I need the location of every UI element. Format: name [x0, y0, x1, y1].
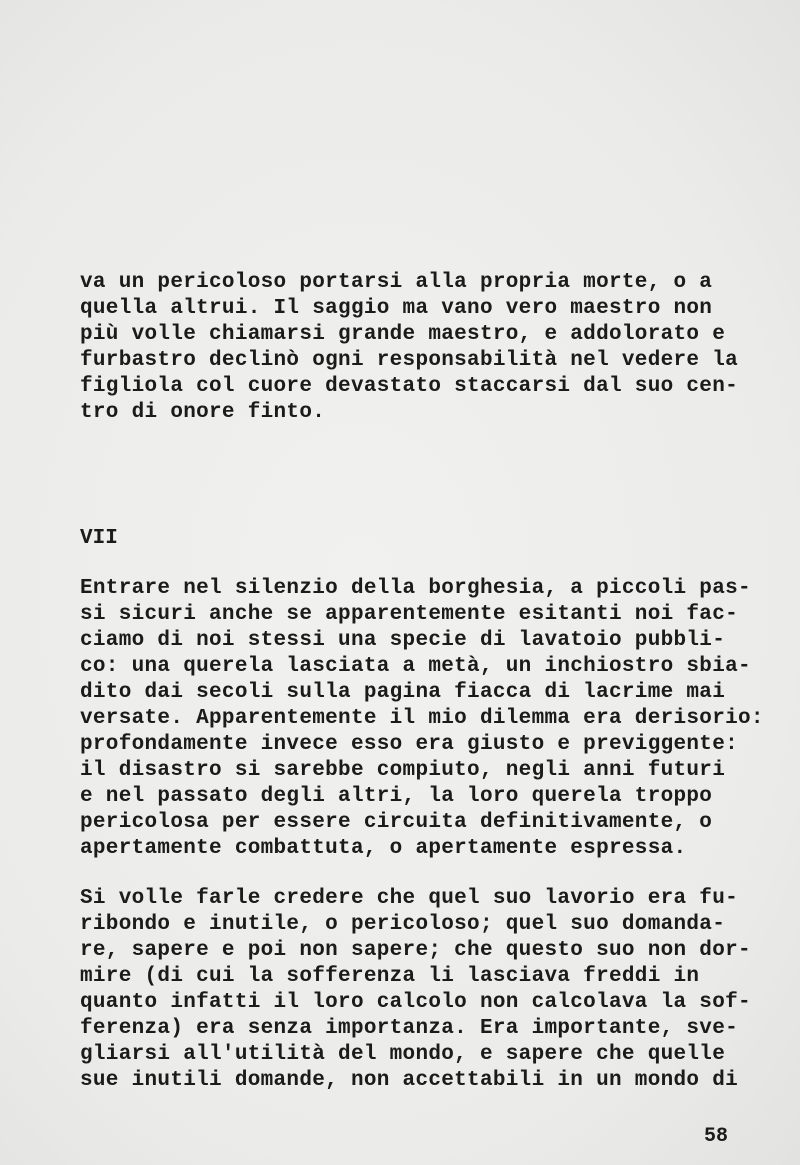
text-line: e nel passato degli altri, la loro querela troppo: [80, 785, 713, 808]
text-line: versate. Apparentemente il mio dilemma era derisorio:: [80, 707, 764, 730]
text-line: ciamo di noi stessi una specie di lavatoio pubbli-: [80, 629, 726, 652]
text-line: quanto infatti il loro calcolo non calcolava la sof-: [80, 991, 751, 1014]
text-line: il disastro si sarebbe compiuto, negli anni futuri: [80, 759, 726, 782]
text-line: si sicuri anche se apparentemente esitanti noi fac-: [80, 603, 739, 626]
text-line: figliola col cuore devastato staccarsi dal suo cen-: [80, 375, 739, 398]
text-line: ferenza) era senza importanza. Era importante, sve-: [80, 1017, 739, 1040]
text-line: ribondo e inutile, o pericoloso; quel suo domanda-: [80, 913, 726, 936]
text-line: più volle chiamarsi grande maestro, e addolorato e: [80, 323, 726, 346]
section-heading: VII: [80, 527, 118, 550]
page-number: 58: [704, 1125, 729, 1148]
text-line: dito dai secoli sulla pagina fiacca di lacrime mai: [80, 681, 726, 704]
text-line: pericolosa per essere circuita definitivamente, o: [80, 811, 713, 834]
text-line: re, sapere e poi non sapere; che questo suo non dor-: [80, 939, 751, 962]
text-line: sue inutili domande, non accettabili in un mondo di: [80, 1069, 739, 1092]
text-line: furbastro declinò ogni responsabilità nel vedere la: [80, 349, 739, 372]
text-line: profondamente invece esso era giusto e previggente:: [80, 733, 739, 756]
text-line: Entrare nel silenzio della borghesia, a piccoli pas-: [80, 577, 751, 600]
text-line: gliarsi all'utilità del mondo, e sapere che quelle: [80, 1043, 726, 1066]
text-line: mire (di cui la sofferenza li lasciava freddi in: [80, 965, 700, 988]
text-line: co: una querela lasciata a metà, un inchiostro sbia-: [80, 655, 751, 678]
text-line: va un pericoloso portarsi alla propria morte, o a: [80, 271, 713, 294]
text-line: quella altrui. Il saggio ma vano vero maestro non: [80, 297, 713, 320]
text-line: apertamente combattuta, o apertamente espressa.: [80, 837, 687, 860]
text-line: tro di onore finto.: [80, 401, 326, 424]
text-line: Si volle farle credere che quel suo lavorio era fu-: [80, 887, 739, 910]
